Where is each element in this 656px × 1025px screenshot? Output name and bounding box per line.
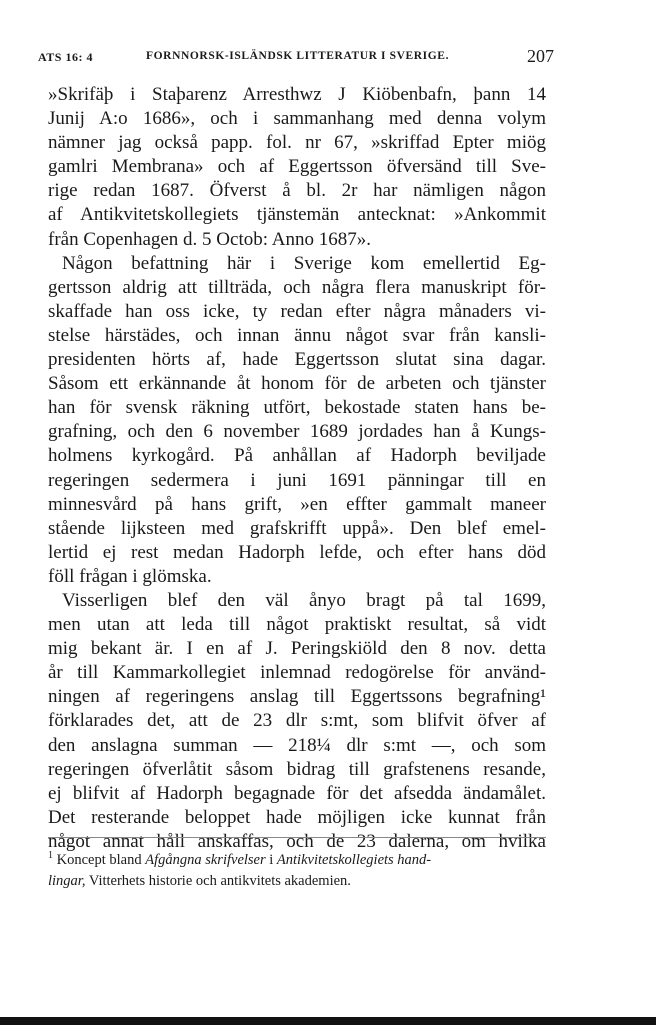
main-text <box>48 83 546 854</box>
text-line: af Antikvitetskollegiets tjänstemän antecknat: »Ankommit <box>48 204 546 226</box>
footnote-title: lingar, <box>48 873 86 889</box>
footnote <box>48 850 546 892</box>
page-number: 207 <box>527 46 554 66</box>
text-line: »Skrifäþ i Staþarenz Arresthwz J Kiöbenbafn, þann 14 <box>48 84 546 105</box>
text-line: han för svensk räkning utfört, bekostade staten hans be- <box>48 397 546 419</box>
footnote-title: Antikvitetskollegiets hand- <box>276 852 432 868</box>
footnote-divider <box>48 837 546 838</box>
text-line: föll frågan i glömska. <box>48 565 212 587</box>
text-line: stående lijksteen med grafskrifft uppå». Den blef emel- <box>48 517 546 539</box>
text-line: ningen af regeringens anslag till Eggertssons begrafning¹ <box>48 686 546 708</box>
text-line: rige redan 1687. Öfverst å bl. 2r har nämligen någon <box>48 180 546 202</box>
footnote-text: Koncept bland <box>56 852 142 868</box>
text-line: mig bekant är. I en af J. Peringskiöld den 8 nov. detta <box>48 638 546 660</box>
text-line: från Copenhagen d. 5 Octob: Anno 1687». <box>48 228 371 250</box>
text-line: men utan att leda till något praktiskt resultat, så vidt <box>48 614 546 636</box>
text-line: förklarades det, att de 23 dlr s:mt, som blifvit öfver af <box>48 710 546 732</box>
text-line: minnesvård på hans grift, »en effter gammalt maneer <box>48 493 546 515</box>
text-line: lertid ej rest medan Hadorph lefde, och efter hans död <box>48 541 546 563</box>
text-line: gamlri Membrana» och af Eggertsson öfversänd till Sve- <box>48 156 546 178</box>
footnote-line <box>48 850 546 871</box>
text-line: stelse härstädes, och innan ännu något svar från kansli- <box>48 324 546 346</box>
running-title: FORNNORSK-ISLÄNDSK LITTERATUR I SVERIGE. <box>146 50 450 62</box>
text-line: holmens kyrkogård. På anhållan af Hadorph beviljade <box>48 445 546 467</box>
text-line: Det resterande beloppet hade möjligen icke kunnat från <box>48 806 546 828</box>
text-line: Såsom ett erkännande åt honom för de arbeten och tjänster <box>48 373 546 395</box>
footnote-mark: 1 <box>48 850 53 862</box>
scan-edge <box>0 1017 656 1025</box>
text-line: skaffade han oss icke, ty redan efter några månaders vi- <box>48 300 546 322</box>
footnote-text: Vitterhets historie och antikvitets akademien. <box>88 873 351 889</box>
text-line: år till Kammarkollegiet inlemnad redogörelse för använd- <box>48 662 546 684</box>
running-header <box>38 46 554 70</box>
text-line: Junij A:o 1686», och i sammanhang med denna volym <box>48 108 546 130</box>
footnote-line <box>48 871 546 892</box>
text-line: presidenten hörts af, hade Eggertsson slutat sina dagar. <box>48 349 546 371</box>
text-line: gertsson aldrig att tillträda, och några flera manuskript för- <box>48 276 546 298</box>
text-line: Visserligen blef den väl ånyo bragt på tal 1699, <box>62 589 546 611</box>
text-line: ej blifvit af Hadorph begagnade för det afsedda ändamålet. <box>48 782 546 804</box>
text-line: nämner jag också papp. fol. nr 67, »skriffad Epter miög <box>48 132 546 154</box>
text-line: grafning, och den 6 november 1689 jordades han å Kungs- <box>48 421 546 443</box>
text-line: den anslagna summan — 218¼ dlr s:mt —, och som <box>48 734 546 756</box>
footnote-text: i <box>269 852 274 868</box>
text-line: regeringen öfverlåtit såsom bidrag till grafstenens resande, <box>48 758 546 780</box>
signature-mark: ATS 16: 4 <box>38 50 93 64</box>
text-line: Någon befattning här i Sverige kom emellertid Eg- <box>62 252 546 274</box>
text-line: regeringen sedermera i juni 1691 pänningar till en <box>48 469 546 491</box>
text-line: något annat håll anskaffas, och de 23 dalerna, om hvilka <box>48 830 546 852</box>
footnote-title: Afgångna skrifvelser <box>145 852 266 868</box>
